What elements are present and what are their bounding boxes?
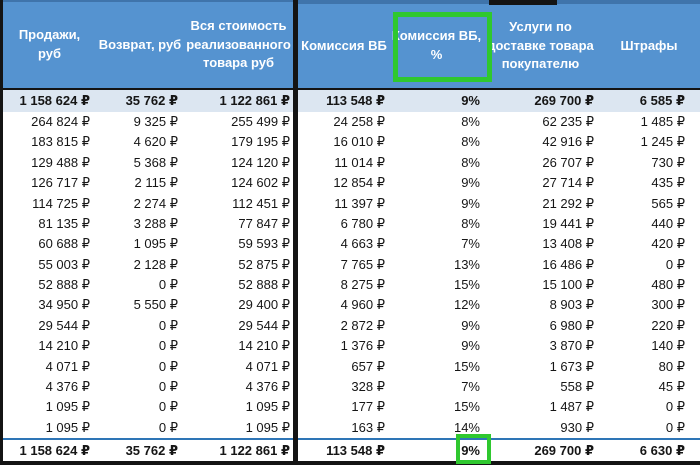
- cell-sales[interactable]: 60 688 ₽: [38, 236, 90, 252]
- cell-delivery[interactable]: 15 100 ₽: [542, 277, 594, 292]
- table-row: [3, 275, 293, 295]
- cell-sales[interactable]: 1 158 624 ₽: [19, 93, 90, 108]
- cell-fines[interactable]: 0 ₽: [665, 256, 685, 272]
- cell-cost[interactable]: 1 095 ₽: [245, 399, 290, 415]
- cell-delivery[interactable]: 19 441 ₽: [542, 215, 594, 231]
- cell-fines[interactable]: 80 ₽: [658, 358, 685, 374]
- cell-returns[interactable]: 1 095 ₽: [133, 236, 178, 252]
- cell-sales[interactable]: 126 717 ₽: [31, 175, 90, 191]
- cell-commission-pct[interactable]: 8%: [461, 154, 480, 170]
- header-delivery-label: Услуги по доставке товара покупателю: [487, 18, 594, 72]
- cell-returns[interactable]: 2 274 ₽: [133, 195, 178, 211]
- cell-cost[interactable]: 1 122 861 ₽: [219, 443, 290, 458]
- table-right-section: [298, 4, 700, 438]
- cell-returns[interactable]: 0 ₽: [158, 358, 178, 374]
- table-row: [298, 153, 700, 173]
- cell-commission-pct[interactable]: 15%: [453, 358, 480, 374]
- cell-commission[interactable]: 16 010 ₽: [333, 134, 385, 150]
- table-row: [298, 418, 700, 438]
- cell-commission-pct[interactable]: 13%: [453, 256, 480, 272]
- cell-fines[interactable]: 440 ₽: [651, 215, 685, 231]
- cell-returns[interactable]: 2 128 ₽: [133, 256, 178, 272]
- cell-commission-pct[interactable]: 9%: [461, 338, 480, 354]
- cell-commission[interactable]: 113 548 ₽: [326, 93, 385, 108]
- table-row: [3, 173, 293, 193]
- total-top-row: [298, 90, 700, 112]
- cell-delivery[interactable]: 8 903 ₽: [549, 297, 594, 313]
- table-row: [3, 377, 293, 397]
- table-row: [3, 397, 293, 417]
- table-row: [298, 132, 700, 152]
- cell-delivery[interactable]: 269 700 ₽: [534, 443, 594, 458]
- cell-delivery[interactable]: 62 235 ₽: [542, 114, 594, 129]
- header-commission-pct-label: Комиссия ВБ, %: [391, 28, 482, 62]
- cell-sales[interactable]: 14 210 ₽: [38, 338, 90, 354]
- cell-cost[interactable]: 112 451 ₽: [232, 195, 290, 211]
- cell-commission-pct[interactable]: 14%: [453, 419, 480, 435]
- table-row: [3, 316, 293, 336]
- cell-commission[interactable]: 6 780 ₽: [340, 215, 385, 231]
- right-rows: [298, 90, 700, 438]
- cell-commission[interactable]: 113 548 ₽: [326, 443, 385, 458]
- cell-delivery[interactable]: 930 ₽: [560, 419, 594, 435]
- cell-commission-pct[interactable]: 15%: [453, 399, 480, 415]
- cell-delivery[interactable]: 26 707 ₽: [542, 154, 594, 170]
- table-left-border: [0, 0, 3, 465]
- table-right-header-row: [298, 4, 700, 90]
- table-row: [3, 214, 293, 234]
- cell-fines[interactable]: 140 ₽: [651, 338, 685, 354]
- cell-commission[interactable]: 24 258 ₽: [333, 114, 385, 129]
- cell-cost[interactable]: 1 095 ₽: [245, 419, 290, 435]
- cell-fines[interactable]: 0 ₽: [665, 399, 685, 415]
- table-row: [298, 214, 700, 234]
- table-row: [3, 418, 293, 438]
- cell-delivery[interactable]: 6 980 ₽: [549, 317, 594, 333]
- cell-returns[interactable]: 35 762 ₽: [125, 443, 178, 458]
- left-rows: [3, 90, 293, 438]
- cell-returns[interactable]: 0 ₽: [158, 419, 178, 435]
- cell-returns[interactable]: 3 288 ₽: [133, 215, 178, 231]
- table-row: [3, 357, 293, 377]
- cell-sales[interactable]: 4 071 ₽: [45, 358, 90, 374]
- cell-sales[interactable]: 55 003 ₽: [38, 256, 90, 272]
- table-center-divider: [293, 0, 298, 465]
- cell-sales[interactable]: 81 135 ₽: [38, 215, 90, 231]
- cell-commission-pct[interactable]: 8%: [461, 114, 480, 129]
- cell-sales[interactable]: 29 544 ₽: [38, 317, 90, 333]
- table-row: [3, 112, 293, 132]
- cell-commission-pct[interactable]: 9%: [461, 443, 480, 458]
- header-commission-label: Комиссия ВБ: [301, 37, 387, 53]
- cell-sales[interactable]: 114 725 ₽: [32, 195, 90, 211]
- cell-commission[interactable]: 4 960 ₽: [340, 297, 385, 313]
- cell-fines[interactable]: 730 ₽: [651, 154, 685, 170]
- total-separator-line: [0, 438, 700, 440]
- header-sales[interactable]: [3, 2, 96, 88]
- cell-fines[interactable]: 480 ₽: [651, 277, 685, 292]
- cell-cost[interactable]: 1 122 861 ₽: [219, 93, 290, 108]
- cell-returns[interactable]: 35 762 ₽: [125, 93, 178, 108]
- cell-sales[interactable]: 264 824 ₽: [31, 114, 90, 129]
- table-row: [298, 377, 700, 397]
- cell-fines[interactable]: 6 585 ₽: [639, 93, 685, 108]
- table-row: [3, 132, 293, 152]
- cell-sales[interactable]: 1 095 ₽: [45, 419, 90, 435]
- table-row: [3, 234, 293, 254]
- cell-commission[interactable]: 328 ₽: [351, 378, 385, 394]
- cell-cost[interactable]: 59 593 ₽: [238, 236, 290, 252]
- cell-sales[interactable]: 52 888 ₽: [38, 277, 90, 292]
- table-row: [298, 397, 700, 417]
- cell-delivery[interactable]: 21 292 ₽: [542, 195, 594, 211]
- cell-delivery[interactable]: 16 486 ₽: [542, 256, 594, 272]
- table-row: [3, 295, 293, 315]
- cell-commission[interactable]: 1 376 ₽: [340, 338, 385, 354]
- cell-returns[interactable]: 9 325 ₽: [133, 114, 178, 129]
- header-fines-label: Штрафы: [620, 37, 678, 53]
- header-returns-label: Возврат, руб: [98, 36, 182, 52]
- header-delivery[interactable]: [483, 4, 598, 88]
- cell-delivery[interactable]: 42 916 ₽: [542, 134, 594, 150]
- cell-cost[interactable]: 52 875 ₽: [238, 256, 290, 272]
- cell-commission-pct[interactable]: 9%: [461, 93, 480, 108]
- cell-returns[interactable]: 0 ₽: [158, 378, 178, 394]
- table-row: [3, 153, 293, 173]
- cell-fines[interactable]: 220 ₽: [651, 317, 685, 333]
- table-row: [298, 275, 700, 295]
- cell-commission[interactable]: 657 ₽: [351, 358, 385, 374]
- table-row: [3, 194, 293, 214]
- cell-returns[interactable]: 0 ₽: [158, 277, 178, 292]
- table-left-header-row: [3, 2, 293, 90]
- cell-commission-pct[interactable]: 7%: [461, 378, 480, 394]
- cell-cost[interactable]: 124 602 ₽: [231, 175, 290, 191]
- table-row: [298, 295, 700, 315]
- table-row: [298, 194, 700, 214]
- table-row: [298, 173, 700, 193]
- cell-cost[interactable]: 124 120 ₽: [231, 154, 290, 170]
- cell-commission[interactable]: 163 ₽: [351, 419, 385, 435]
- highlight-box-commission-pct-header: [393, 12, 492, 82]
- cell-returns[interactable]: 4 620 ₽: [133, 134, 178, 150]
- table-row: [298, 112, 700, 132]
- table-row: [298, 357, 700, 377]
- cell-commission-pct[interactable]: 9%: [461, 317, 480, 333]
- header-cost[interactable]: [184, 2, 293, 88]
- cell-delivery[interactable]: 3 870 ₽: [549, 338, 594, 354]
- cell-returns[interactable]: 5 368 ₽: [133, 154, 178, 170]
- cell-delivery[interactable]: 1 487 ₽: [549, 399, 594, 415]
- cell-commission-pct[interactable]: 7%: [461, 236, 480, 252]
- cell-commission[interactable]: 11 397 ₽: [334, 195, 385, 211]
- cell-fines[interactable]: 1 245 ₽: [640, 134, 685, 150]
- cell-sales[interactable]: 183 815 ₽: [31, 134, 90, 150]
- header-commission[interactable]: [298, 4, 390, 88]
- cell-returns[interactable]: 2 115 ₽: [134, 175, 178, 191]
- cell-commission[interactable]: 8 275 ₽: [340, 277, 385, 292]
- cell-delivery[interactable]: 13 408 ₽: [542, 236, 594, 252]
- table-bottom-border: [0, 461, 700, 465]
- cell-delivery[interactable]: 269 700 ₽: [534, 93, 594, 108]
- cell-cost[interactable]: 4 376 ₽: [245, 378, 290, 394]
- cell-cost[interactable]: 77 847 ₽: [238, 215, 290, 231]
- table-row: [298, 316, 700, 336]
- top-strip-left: [0, 0, 293, 2]
- cell-cost[interactable]: 52 888 ₽: [238, 277, 290, 292]
- cell-commission[interactable]: 177 ₽: [351, 399, 385, 415]
- cell-commission-pct[interactable]: 15%: [453, 277, 480, 292]
- cell-cost[interactable]: 14 210 ₽: [238, 338, 290, 354]
- cell-fines[interactable]: 300 ₽: [651, 297, 685, 313]
- header-cost-label: Вся стоимость реализованного товара руб: [186, 17, 291, 71]
- cell-commission-pct[interactable]: 8%: [461, 134, 480, 150]
- left-total-bottom: [3, 440, 293, 461]
- total-bottom-row: [3, 440, 293, 461]
- cell-sales[interactable]: 129 488 ₽: [31, 154, 90, 170]
- cell-sales[interactable]: 1 095 ₽: [45, 399, 90, 415]
- cell-cost[interactable]: 29 400 ₽: [238, 297, 290, 313]
- cell-returns[interactable]: 0 ₽: [158, 317, 178, 333]
- cell-fines[interactable]: 435 ₽: [651, 175, 685, 191]
- header-returns[interactable]: [96, 2, 184, 88]
- cell-delivery[interactable]: 558 ₽: [560, 378, 594, 394]
- table-row: [298, 255, 700, 275]
- table-row: [298, 336, 700, 356]
- cell-fines[interactable]: 420 ₽: [651, 236, 685, 252]
- cell-fines[interactable]: 1 485 ₽: [640, 114, 685, 129]
- highlight-box-total-commission-pct: [456, 434, 491, 464]
- cell-commission[interactable]: 4 663 ₽: [340, 236, 385, 252]
- top-strip-black-segment: [489, 0, 557, 5]
- cell-cost[interactable]: 4 071 ₽: [245, 358, 290, 374]
- cell-sales[interactable]: 4 376 ₽: [45, 378, 90, 394]
- table-left-section: [3, 2, 293, 438]
- cell-cost[interactable]: 29 544 ₽: [238, 317, 290, 333]
- cell-fines[interactable]: 565 ₽: [651, 195, 685, 211]
- cell-returns[interactable]: 0 ₽: [158, 338, 178, 354]
- table-row: [3, 255, 293, 275]
- cell-commission-pct[interactable]: 8%: [461, 215, 480, 231]
- total-top-row: [3, 90, 293, 112]
- cell-delivery[interactable]: 1 673 ₽: [549, 358, 594, 374]
- cell-commission-pct[interactable]: 9%: [461, 175, 480, 191]
- table-row: [3, 336, 293, 356]
- cell-cost[interactable]: 179 195 ₽: [231, 134, 290, 150]
- cell-returns[interactable]: 5 550 ₽: [133, 297, 178, 313]
- cell-commission[interactable]: 2 872 ₽: [340, 317, 385, 333]
- header-sales-label: Продажи, руб: [18, 27, 81, 61]
- right-total-bottom: [298, 440, 700, 461]
- cell-delivery[interactable]: 27 714 ₽: [542, 175, 594, 191]
- cell-returns[interactable]: 0 ₽: [158, 399, 178, 415]
- cell-commission-pct[interactable]: 9%: [461, 195, 480, 211]
- cell-fines[interactable]: 45 ₽: [658, 378, 685, 394]
- cell-fines[interactable]: 0 ₽: [665, 419, 685, 435]
- total-bottom-row: [298, 440, 700, 461]
- cell-commission[interactable]: 12 854 ₽: [333, 175, 385, 191]
- cell-sales[interactable]: 34 950 ₽: [38, 297, 90, 313]
- cell-commission-pct[interactable]: 12%: [453, 297, 480, 313]
- cell-commission[interactable]: 7 765 ₽: [340, 256, 385, 272]
- cell-cost[interactable]: 255 499 ₽: [231, 114, 290, 129]
- cell-sales[interactable]: 1 158 624 ₽: [19, 443, 90, 458]
- cell-fines[interactable]: 6 630 ₽: [639, 443, 685, 458]
- table-row: [298, 234, 700, 254]
- header-fines[interactable]: [598, 4, 700, 88]
- cell-commission[interactable]: 11 014 ₽: [334, 154, 385, 170]
